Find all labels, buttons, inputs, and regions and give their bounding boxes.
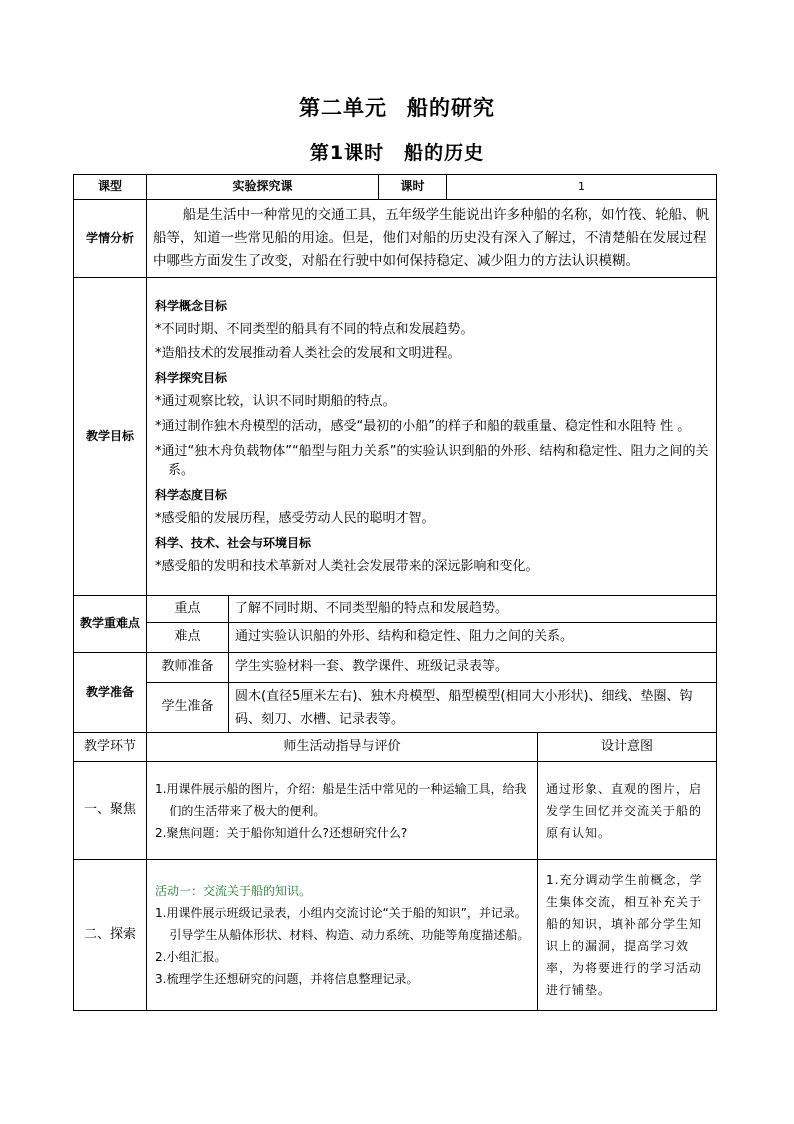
stse-goal-heading: 科学、技术、社会与环境目标 <box>155 536 312 550</box>
inquiry-goal-3: *通过“独木舟负载物体”“船型与阻力关系”的实验认识到船的外形、结构和稳定性、阻力之间的关系。 <box>155 444 709 478</box>
stage-item: 1.用课件展示船的图片，介绍：船是生活中常见的一种运输工具，给我们的生活带来了极大的便利。 <box>155 781 527 818</box>
period-label: 课时 <box>379 175 447 200</box>
teacher-prep-label: 教师准备 <box>147 653 229 683</box>
stage-row-focus <box>74 762 717 860</box>
inquiry-goal-heading: 科学探究目标 <box>155 371 228 385</box>
stage-intent: 通过形象、直观的图片，启发学生回忆并交流关于船的原有认知。 <box>538 762 717 860</box>
stage-item: 2.小组汇报。 <box>155 950 227 964</box>
attitude-goal-1: *感受船的发展历程，感受劳动人民的聪明才智。 <box>155 511 435 526</box>
student-prep-label: 学生准备 <box>147 683 229 733</box>
stage-item: 3.梳理学生还想研究的问题，并将信息整理记录。 <box>155 972 419 986</box>
analysis-label: 学情分析 <box>74 200 147 278</box>
focus-text: 了解不同时期、不同类型船的特点和发展趋势。 <box>229 596 717 623</box>
unit-title <box>0 92 794 122</box>
inquiry-goal-1: *通过观察比较，认识不同时期船的特点。 <box>155 394 396 409</box>
activity-header: 师生活动指导与评价 <box>147 733 538 762</box>
attitude-goal-heading: 科学态度目标 <box>155 488 228 502</box>
concept-goal-2: *造船技术的发展推动着人类社会的发展和文明进程。 <box>155 346 461 361</box>
difficulty-row <box>74 623 717 653</box>
objectives-row <box>74 278 717 596</box>
teacher-prep-row <box>74 653 717 683</box>
difficulty-text: 通过实验认识船的外形、结构和稳定性、阻力之间的关系。 <box>229 623 717 653</box>
teacher-prep-text: 学生实验材料一套、教学课件、班级记录表等。 <box>229 653 717 683</box>
stage-row-explore <box>74 860 717 1011</box>
unit-name: 船的研究 <box>407 96 495 120</box>
concept-goal-1: *不同时期、不同类型的船具有不同的特点和发展趋势。 <box>155 322 474 337</box>
stage-intent: 1.充分调动学生前概念，学生集体交流，相互补充关于船的知识，填补部分学生知识上的漏洞，提高学习效率，为将要进行的学习活动进行铺垫。 <box>538 860 717 1011</box>
stage-activities <box>147 860 538 1011</box>
difficulty-label: 难点 <box>147 623 229 653</box>
stage-name: 二、探索 <box>74 860 147 1011</box>
type-value: 实验探究课 <box>147 175 379 200</box>
lesson-title <box>0 138 794 165</box>
stage-item: 1.用课件展示班级记录表，小组内交流讨论“关于船的知识”，并记录。引导学生从船体形状、材料、构造、动力系统、功能等角度描述船。 <box>155 906 530 942</box>
objectives-content <box>147 278 717 596</box>
stage-item: 2.聚焦问题：关于船你知道什么?还想研究什么? <box>155 825 408 840</box>
analysis-row <box>74 200 717 278</box>
process-header-row <box>74 733 717 762</box>
stage-activities <box>147 762 538 860</box>
keypoints-label: 教学重难点 <box>74 596 147 653</box>
inquiry-goal-2: *通过制作独木舟模型的活动，感受“最初的小船”的样子和船的载重量、稳定性和水阻特 性 。 <box>155 419 691 434</box>
intent-header: 设计意图 <box>538 733 717 762</box>
concept-goal-heading: 科学概念目标 <box>155 299 228 313</box>
stse-goal-1: *感受船的发明和技术革新对人类社会发展带来的深远影响和变化。 <box>155 559 539 574</box>
focus-row <box>74 596 717 623</box>
lesson-plan-table <box>73 174 717 1011</box>
stage-name: 一、聚焦 <box>74 762 147 860</box>
preparation-label: 教学准备 <box>74 653 147 733</box>
analysis-text: 船是生活中一种常见的交通工具，五年级学生能说出许多种船的名称，如竹筏、轮船、帆船等，知道一些常见船的用途。但是，他们对船的历史没有深入了解过，不清楚船在发展过程中哪些方面发生了改变，对船在行驶中如何保持稳定、减少阻力的方法认识模糊。 <box>147 200 717 278</box>
lesson-name: 船的历史 <box>404 142 485 164</box>
lesson-number: 第1课时 <box>309 142 385 164</box>
student-prep-text: 圆木(直径5厘米左右)、独木舟模型、船型模型(相同大小形状)、细线、垫圈、钩码、刻刀、水槽、记录表等。 <box>229 683 717 733</box>
student-prep-row <box>74 683 717 733</box>
unit-number: 第二单元 <box>299 96 387 120</box>
stage-header: 教学环节 <box>74 733 147 762</box>
objectives-label: 教学目标 <box>74 278 147 596</box>
type-label: 课型 <box>74 175 147 200</box>
info-row <box>74 175 717 200</box>
activity-title: 活动一：交流关于船的知识。 <box>155 884 312 898</box>
period-value: 1 <box>447 175 717 200</box>
focus-label: 重点 <box>147 596 229 623</box>
